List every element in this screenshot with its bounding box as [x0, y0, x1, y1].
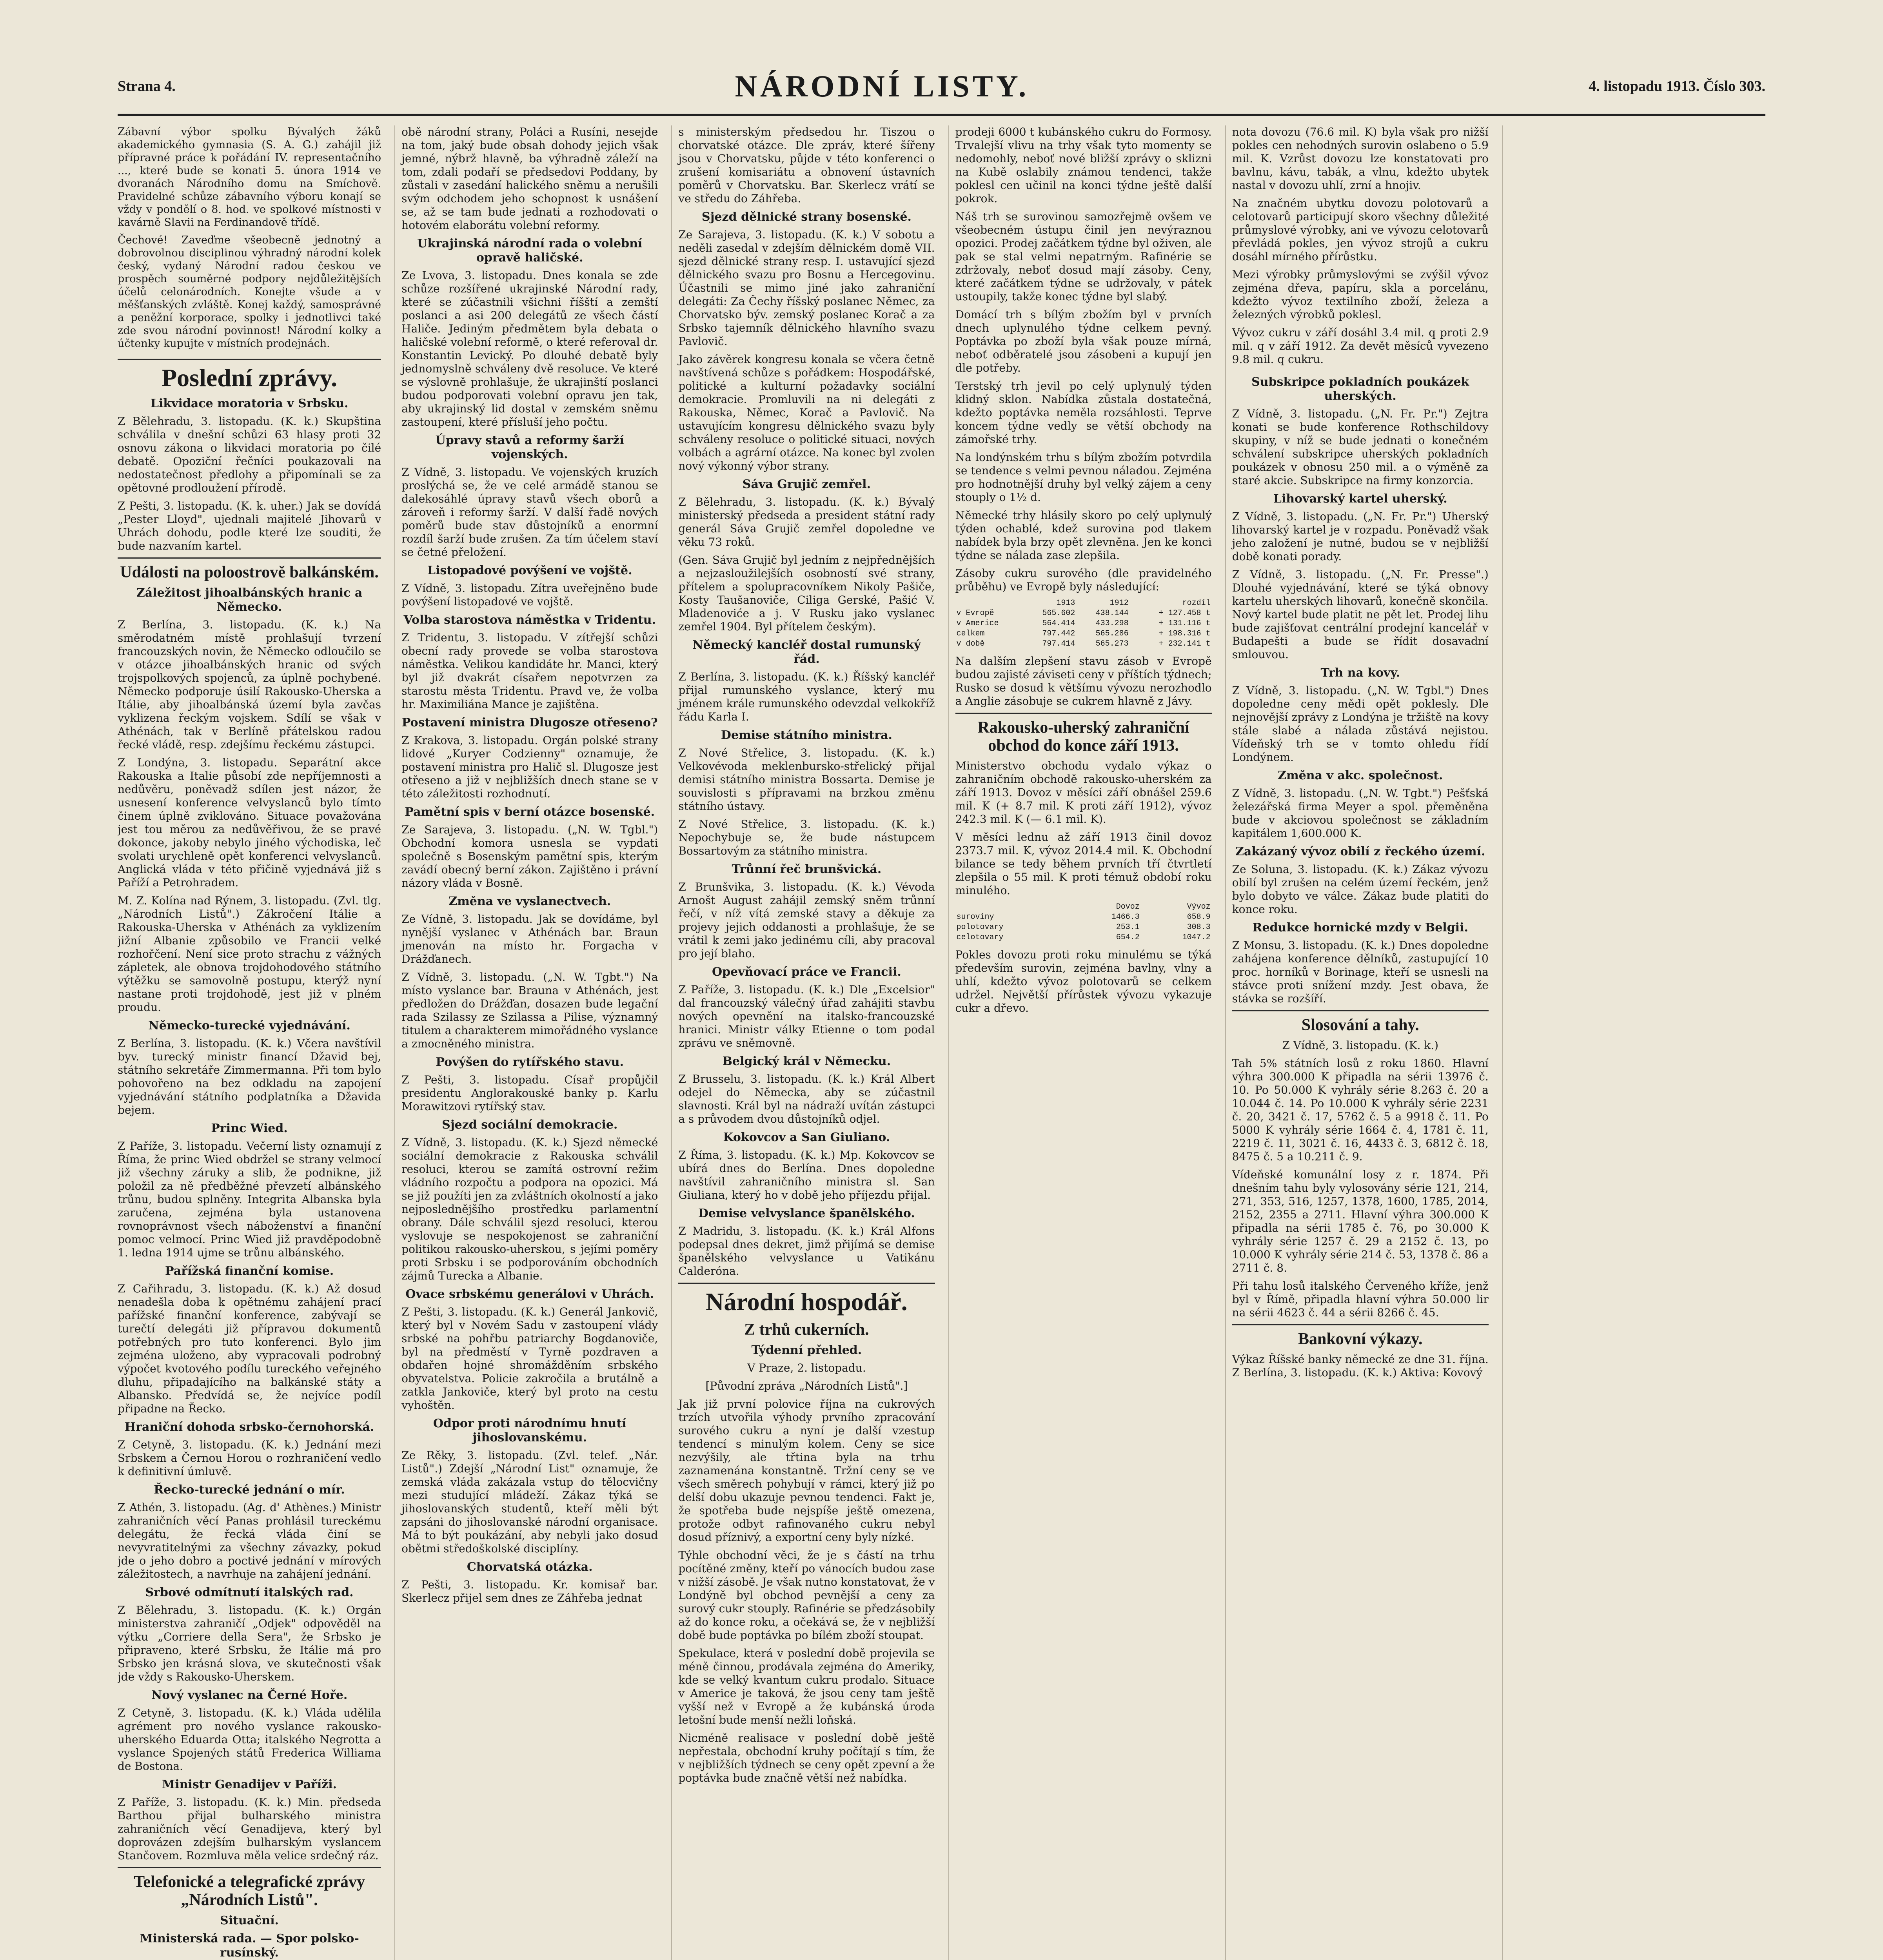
table-cell: 1466.3 — [1111, 913, 1140, 922]
article-title: Princ Wied. — [211, 1122, 288, 1135]
paragraph: Z Vídně, 3. listopadu. („N. Fr. Pr.") Zejtra konati se bude konference Rothschildovy skupiny, v níž se bude jednati o konečném schválení subskripce uherských pokladních poukázek v obnosu 250 mil. a o výměně za staré akcie. Subskripce na firmy konzorcia. — [1232, 407, 1489, 487]
section-rule — [118, 557, 381, 559]
paragraph: Z Vídně, 3. listopadu. („N. W. Tgbt.") Na místo vyslance bar. Brauna v Athénách, jest předložen do Drážďan, dosazen bude legační rada Szilassy ze Szilassa a Pilise, významný titulem a charakterem mimořádného vyslance a zmocněného ministra. — [401, 971, 658, 1050]
table-cell: 797.442 — [1042, 629, 1075, 638]
article-title: Postavení ministra Dlugosze otřeseno? — [401, 716, 658, 730]
article-title: Trůnní řeč brunšvická. — [732, 862, 882, 876]
section-title: Slosování a tahy. — [1301, 1016, 1419, 1034]
section-rule — [1232, 1010, 1489, 1011]
article-title: Demise státního ministra. — [721, 728, 892, 742]
table-header-cell: 1913 — [1056, 599, 1075, 608]
table-header-row — [955, 598, 1212, 608]
section-rule — [118, 359, 381, 360]
article-title: Kokovcov a San Giuliano. — [723, 1131, 890, 1144]
table-header-cell: Dovoz — [1116, 902, 1140, 911]
column-2 — [394, 125, 658, 1960]
article-title: Hraniční dohoda srbsko-černohorská. — [124, 1420, 374, 1434]
paragraph: s ministerským předsedou hr. Tiszou o chorvatské otázce. Dle zpráv, které šířeny jsou v Chorvatsku, půjde v této konferenci o zrušení komisariátu a obnovení ústavních poměrů v Chorvatsku. Bar. Skerlecz vrátí se ve středu do Záhřeba. — [678, 125, 935, 205]
article-title: Sáva Grujič zemřel. — [742, 477, 871, 491]
dateline: Z Vídně, 3. listopadu. (K. k.) — [1282, 1039, 1439, 1052]
section-title: Bankovní výkazy. — [1298, 1330, 1423, 1348]
paragraph: Z Vídně, 3. listopadu. Ve vojenských kruzích proslýchá se, že ve celé armádě stanou se dalekosáhlé úpravy stavů všech oborů a zároveň i reformy šarží. V další řadě nových poměrů bude stav důstojníků a enormní rozdíl šarží bude zrušen. Za tím účelem staví se četné přeložení. — [401, 466, 658, 559]
paragraph: Z Pešti, 3. listopadu. (K. k.) Generál Jankovič, který byl v Novém Sadu v zastoupení vlády srbské na pohřbu patriarchy Bogdanoviče, byl na předměstí v Tyrně pozdraven a obdařen hojné shromážděním srbského obyvatelstva. Policie zakročila a brutálně a zatkla Jankoviče, který byl proto na cestu vyhoštěn. — [401, 1305, 658, 1412]
article-title: Likvidace moratoria v Srbsku. — [150, 397, 349, 410]
table-cell: 308.3 — [1187, 923, 1211, 932]
article-title: Situační. — [220, 1914, 279, 1927]
paragraph: Z Athén, 3. listopadu. (Ag. d' Athènes.) Ministr zahraničních věcí Panas prohlásil tureckému delegátu, že řecká vláda činí se nevyvratitelnými za všechny závazky, pokud jde o jeho dobro a poctivé jednání v mírových záležitostech, a navrhuje na zahájení jednání. — [118, 1501, 381, 1581]
paragraph: obě národní strany, Poláci a Rusíni, nesejde na tom, jaký bude obsah dohody jejich však jemné, nýbrž hlavně, ba výhradně záleží na tom, zdali podaří se předsedovi Poddany, by zůstali v zasedání halického sněmu a nerušili svým odchodem jeho schopnost k usnášení se, až se tam bude jednati a rozhodovati o hotovém elaborátu volební reformy. — [401, 125, 658, 232]
column-4 — [948, 125, 1212, 1960]
paragraph: Zábavní výbor spolku Bývalých žáků akademického gymnasia (S. A. G.) zahájil již přípravné práce k pořádání IV. representačního ..., které bude se konati 5. února 1914 ve dvoranách Národního domu na Smíchově. Pravidelné schůze zábavního výboru konají se vždy v pondělí o 8. hod. ve spolkové místnosti v kavárně Slavii na Ferdinandově třídě. — [118, 126, 381, 229]
table-header-cell — [955, 598, 1023, 608]
paragraph: Z Vídně, 3. listopadu. („N. Fr. Presse".) Dlouhé vyjednávání, které se týká obnovy kartelu uherských lihovarů, konečně skončila. Nový kartel bude platit ne pět let. Prodej lihu bude zajišťovat centrální prodejní kancelář v Budapešti a bude se řídit dosavadní smlouvou. — [1232, 568, 1489, 661]
paragraph: Německé trhy hlásily skoro po celý uplynulý týden ochablé, kdež surovina pod tlakem nabídek byla brzy opět zlevněna. Jen ke konci týdne se nálada zase zlepšila. — [955, 509, 1212, 562]
paragraph: Z Vídně, 3. listopadu. (K. k.) Sjezd německé sociální demokracie z Rakouska schválil resoluci, kterou se zamítá ostrovní režim vládního rozpočtu a podpora na opozici. Má se již použíti jen za zvláštních okolností a jako nejposlednějšího prostředku parlamentní obrany. Dále schválil sjezd resoluci, kterou vyslovuje se nespokojenost se zahraniční politikou rakousko-uherskou, s jejími poměry proti Srbsku i se podporováním obchodních zájmů Turecka a Albanie. — [401, 1136, 658, 1282]
paragraph: Týhle obchodní věci, že je s částí na trhu pocítěné změny, kteří po vánocích budou zase v nižší zásobě. Je však nutno konstatovat, že v Londýně byl obchod pevnější a ceny za surový cukr stouply. Rafinérie se předzásobily až do konce roku, a očekává se, že v nejbližší době bude poptávka po bílém zboží stoupat. — [678, 1549, 935, 1642]
table-cell: 658.9 — [1187, 913, 1211, 922]
article-title: Zakázaný vývoz obilí z řeckého území. — [1235, 845, 1485, 858]
paragraph: Pokles dovozu proti roku minulému se týká především surovin, zejména bavlny, vlny a uhlí, kdežto vývoz polotovarů se celkem udržel. Největší přírůstek vývozu vykazuje cukr a dřevo. — [955, 948, 1212, 1014]
masthead — [118, 59, 1765, 116]
paragraph: Z Cetyně, 3. listopadu. (K. k.) Vláda udělila agrément pro nového vyslance rakousko-uherského Eduarda Otta; italského Negrotta a vyslance Spojených států Frederica Williama de Bostona. — [118, 1706, 381, 1773]
article-title: Řecko-turecké jednání o mír. — [154, 1483, 345, 1497]
paragraph: M. Z. Kolína nad Rýnem, 3. listopadu. (Zvl. tlg. „Národních Listů".) Zákročení Itálie a Rakouska-Uherska v Athénách za vyklizením jižní Albanie způsobilo ve Francii velké rozhořčení. Není sice proto strachu z vážných zápletek, ale obnova trojdohodového státního výtěžku se samovolně postupu, kterýž nyní nastane proti trojdohodě, jest již v plném proudu. — [118, 894, 381, 1014]
paragraph: Domácí trh s bílým zbožím byl v prvních dnech uplynulého týdne celkem pevný. Poptávka po zboží byla však pouze mírná, neboť odběratelé jsou zásobeni a kupují jen dle potřeby. — [955, 308, 1212, 374]
section-rule — [678, 1283, 935, 1284]
paragraph: Z Brusselu, 3. listopadu. (K. k.) Král Albert odejel do Německa, aby se zúčastnil slavnosti. Král byl na nádraží uvítán zástupci a s průvodem dvou důstojníků odjel. — [678, 1073, 935, 1125]
section-rule — [118, 1867, 381, 1868]
paragraph: Z Pešti, 3. listopadu. (K. k. uher.) Jak se dovídá „Pester Lloyd", ujednali majitelé Jihovarů v Uhrách dohodu, podle které lze souditi, že bude nazvaním kartel. — [118, 499, 381, 552]
article-title: Srbové odmítnutí italských rad. — [145, 1586, 354, 1599]
table-header-row — [955, 902, 1212, 912]
paragraph: Na dalším zlepšení stavu zásob v Evropě budou zajisté záviseti ceny v příštích týdnech; Rusko se dosud k většímu vývozu nerozhodlo a Anglie zásobuje se cukrem hlavně z Jávy. — [955, 655, 1212, 708]
paragraph: Z Paříže, 3. listopadu. (K. k.) Min. předseda Barthou přijal bulharského ministra zahraničních věcí Genadijeva, který byl doprovázen zdejším bulharským vyslancem Stančovem. Rozmluva měla velice srdečný ráz. — [118, 1796, 381, 1862]
paragraph: Zásoby cukru surového (dle pravidelného průběhu) ve Evropě byly následující: — [955, 567, 1212, 593]
article-title: Záležitost jihoalbánských hranic a Německo. — [136, 586, 363, 614]
paragraph: Náš trh se surovinou samozřejmě ovšem ve všeobecném ústupu činil jen nevýraznou opozici. Prodej začátkem týdne byl oživen, ale pak se stal velmi nepatrným. Rafinérie se zdržovaly, neboť dosud mají zásoby. Ceny, které začátkem týdne se udržovaly, v pátek ustoupily, takže konec týdne byl slabý. — [955, 210, 1212, 303]
paragraph: Z Berlína, 3. listopadu. (K. k.) Na směrodatném místě prohlašují tvrzení francouzských novin, že Německo odloučilo se v otázce jihoalbánských hranic od svých trojspolkových spojenců, za úplně pochybené. Německo podporuje úsilí Rakousko-Uherska a Itálie, aby jihoalbánská území byla zavčas vyklizena řeckým vojskem. Sdílí se však v Athénách, tak v Berlíně přátelskou radou řecké vládě, resp. zdejšímu řeckému zástupci. — [118, 618, 381, 751]
issue-date: 4. listopadu 1913. Číslo 303. — [1589, 78, 1765, 94]
section-rule — [1232, 1324, 1489, 1325]
table-cell: 565.286 — [1095, 629, 1129, 638]
table-cell: polotovary — [956, 923, 1004, 932]
section-title: Národní hospodář. — [706, 1288, 908, 1316]
column-6 — [1502, 125, 1765, 1960]
source-note: [Původní zpráva „Národních Listů".] — [705, 1379, 908, 1392]
table-cell: + 131.116 t — [1158, 619, 1211, 628]
paragraph: nota dovozu (76.6 mil. K) byla však pro nižší pokles cen nehodných surovin oslabeno o 5.9 mil. K. Vzrůst dovozu lze konstatovati pro bavlnu, kávu, tabák, a vlnu, kdežto ubytek nastal v dovozu uhlí, zrní a hnojiv. — [1232, 125, 1489, 192]
article-title: Německý kancléř dostal rumunský řád. — [692, 638, 921, 666]
table-row — [955, 619, 1212, 629]
article-title: Sjezd dělnické strany bosenské. — [701, 210, 912, 224]
article-title: Subskripce pokladních poukázek uherských. — [1251, 375, 1469, 403]
paragraph: Výkaz Říšské banky německé ze dne 31. října. Z Berlína, 3. listopadu. (K. k.) Aktiva: Kovový — [1232, 1353, 1489, 1379]
article-title: Trh na kovy. — [1320, 666, 1400, 680]
paragraph: Z Bělehradu, 3. listopadu. (K. k.) Bývalý ministerský předseda a president státní rady generál Sáva Grujič zemřel dopoledne ve věku 73 roků. — [678, 495, 935, 548]
table-header-cell: Vývoz — [1187, 902, 1211, 911]
article-title: Ovace srbskému generálovi v Uhrách. — [405, 1287, 654, 1301]
article-title: Úpravy stavů a reformy šarží vojenských. — [435, 434, 624, 461]
paragraph: Z Vídně, 3. listopadu. („N. W. Tgbl.") Dnes dopoledne ceny mědi opět poklesly. Dle nejnovější zprávy z Londýna je tržiště na kovy stále slabé a nálada zůstává nejistou. Vídeňský trh se v tomto ohledu řídí Londýnem. — [1232, 684, 1489, 764]
table-header-cell: 1912 — [1109, 599, 1129, 608]
paragraph: Při tahu losů italského Červeného kříže, jenž byl v Římě, připadla hlavní výhra 50.000 lir na sérii 4623 č. 44 a sérii 8266 č. 45. — [1232, 1279, 1489, 1319]
column-3 — [671, 125, 935, 1960]
article-title: Německo-turecké vyjednávání. — [148, 1019, 350, 1033]
paragraph: Z Bělehradu, 3. listopadu. (K. k.) Orgán ministerstva zahraničí „Odjek" odpověděl na výtku „Corriere della Sera", že Srbsko je připraveno, které Srbsku, že Itálie má pro Srbsko jen krásná slova, ve skutečnosti však jde vždy s Rakousko-Uherskem. — [118, 1604, 381, 1683]
paragraph: Ministerstvo obchodu vydalo výkaz o zahraničním obchodě rakousko-uherském za září 1913. Dovoz v měsíci září obnášel 259.6 mil. K (+ 8.7 mil. K proti září 1912), vývoz 242.3 mil. K (— 6.1 mil. K). — [955, 759, 1212, 826]
article-title: Lihovarský kartel uherský. — [1273, 492, 1447, 506]
article-title: Volba starostova náměstka v Tridentu. — [403, 613, 656, 627]
table-cell: + 127.458 t — [1158, 609, 1211, 618]
column-5 — [1225, 125, 1489, 1960]
trade-table — [955, 902, 1212, 943]
paragraph: Z Vídně, 3. listopadu. („N. Fr. Pr.") Uherský lihovarský kartel je v rozpadu. Poněvadž však jeho založení je nutné, budou se v nejbližší době konati porady. — [1232, 510, 1489, 563]
section-title: Telefonické a telegrafické zprávy „Národních Listů". — [134, 1873, 365, 1909]
article-title: Povýšen do rytířského stavu. — [436, 1055, 624, 1069]
table-row — [955, 608, 1212, 619]
paragraph: prodeji 6000 t kubánského cukru do Formosy. Trvalejší vlivu na trhy však tyto momenty se nedomohly, neboť nové bližší zprávy o sklizni na Kubě oslabily známou tendenci, takže poklesl cen učinil na konci týdne ještě další pokrok. — [955, 125, 1212, 205]
table-cell: 433.298 — [1095, 619, 1129, 628]
paragraph: Z Brunšvika, 3. listopadu. (K. k.) Vévoda Arnošt August zahájil zemský sněm trůnní řečí, v níž vítá zemské stavy a děkuje za projevy jejich oddanosti a prohlašuje, že se vrátil k zemi jako jedinému cíli, aby pracoval pro její blaho. — [678, 880, 935, 960]
paragraph: V měsíci lednu až září 1913 činil dovoz 2373.7 mil. K, vývoz 2014.4 mil. K. Obchodní bilance se tedy během prvních tří čtvrtletí zlepšila o 55 mil. K proti témuž období roku minulého. — [955, 831, 1212, 897]
table-cell: 797.414 — [1042, 639, 1075, 648]
table-row — [955, 922, 1212, 933]
paragraph: Vývoz cukru v září dosáhl 3.4 mil. q proti 2.9 mil. q v září 1912. Za devět měsíců vyvezeno 9.8 mil. q cukru. — [1232, 326, 1489, 366]
table-header-cell: rozdíl — [1182, 599, 1211, 608]
article-title: Chorvatská otázka. — [467, 1560, 593, 1574]
table-cell: v Evropě — [956, 609, 994, 618]
table-cell: v Americe — [956, 619, 999, 628]
article-title: Listopadové povýšení ve vojště. — [427, 564, 632, 577]
article-title: Opevňovací práce ve Francii. — [712, 965, 901, 979]
paragraph: Z Pešti, 3. listopadu. Císař propůjčil presidentu Anglorakouské banky p. Karlu Morawitzovi rytířský stav. — [401, 1073, 658, 1113]
table-row — [955, 629, 1212, 639]
paragraph: Z Bělehradu, 3. listopadu. (K. k.) Skupština schválila v dnešní schůzi 63 hlasy proti 32 osnovu zákona o likvidaci moratoria po čilé debatě. Opoziční řečníci poukazovali na nedostatečnost předlohy a připomínali se za opětovné prodloužení přírodě. — [118, 415, 381, 494]
paragraph: Z Paříže, 3. listopadu. Večerní listy oznamují z Říma, že princ Wied obdržel se strany velmocí již všechny záruky a slib, že podnikne, již položil za ně předběžné převzetí albánského trůnu, budou splněny. Integrita Albanska byla zaručena, zejména byla ustanovena rovnoprávnost všech náboženství a finanční pomoc velmocí. Princ Wied již pravděpodobně 1. ledna 1914 ujme se trůnu albánského. — [118, 1140, 381, 1259]
article-title: Pamětní spis v berní otázce bosenské. — [405, 805, 655, 819]
paragraph: Čechové! Zaveďme všeobecně jednotný a dobrovolnou disciplinou výhradný národní kolek český, vydaný Národní radou českou ve prospěch souměrné podpory nejdůležitějších účelů celonárodních. Konejte všude a v měšťanských zvláště. Konej každý, samosprávné a peněžní korporace, spolky i jednotlivci také zde svou národní povinnost! Národní kolky a účtenky kupujte v místních prodejnách. — [118, 234, 381, 350]
page-number: Strana 4. — [118, 78, 176, 94]
article-title: Ukrajinská národní rada o volební opravě haličské. — [417, 237, 643, 265]
table-cell: suroviny — [956, 913, 994, 922]
table-cell: 565.602 — [1042, 609, 1075, 618]
paragraph: Z Berlína, 3. listopadu. (K. k.) Říšský kancléř přijal rumunského vyslance, který mu jménem krále rumunského odevzdal velkokříž řádu Karla I. — [678, 670, 935, 723]
table-cell: 565.273 — [1095, 639, 1129, 648]
paragraph: Z Pešti, 3. listopadu. Kr. komisař bar. Skerlecz přijel sem dnes ze Záhřeba jednat — [401, 1578, 658, 1604]
table-cell: 654.2 — [1116, 933, 1140, 942]
paragraph: Ze Soluna, 3. listopadu. (K. k.) Zákaz vývozu obilí byl zrušen na celém území řeckém, jenž bylo dobyto ve válce. Zákaz bude platiti do konce roku. — [1232, 863, 1489, 916]
paragraph: Z Cařihradu, 3. listopadu. (K. k.) Až dosud nenadešla doba k opětnému zahájení prací pařížské finanční konference, zabývají se turečtí delegáti již přípravou dokumentů potřebných pro tuto konferenci. Bylo jim zejména uloženo, aby vypracovali podrobný výpočet kvotového podílu tureckého veřejného dluhu, připadajícího na balkánské státy a Albansko. Předvídá se, že nejvíce podíl připadne na Řecko. — [118, 1282, 381, 1415]
table-cell: celotovary — [956, 933, 1004, 942]
article-title: Demise velvyslance španělského. — [698, 1207, 915, 1220]
paragraph: Z Berlína, 3. listopadu. (K. k.) Včera navštívil byv. turecký ministr financí Džavid bej, státního sekretáře Zimmermanna. Při tom bylo pohovořeno na bez odkladu na zapojení vyjednávání státního podplatníka a Džavida bejem. — [118, 1037, 381, 1116]
section-title: Události na poloostrově balkánském. — [120, 563, 379, 581]
paragraph: Z Krakova, 3. listopadu. Orgán polské strany lidové „Kuryer Codzienny" oznamuje, že postavení ministra pro Halič sl. Dlugosze jest otřeseno a již v nejbližších dnech stane se v této záležitosti rozhodnutí. — [401, 734, 658, 800]
paragraph: Nicméně realisace v poslední době ještě nepřestala, obchodní kruhy počítají s tím, že v nejbližších týdnech se ceny opět zpevní a že poptávka bude značně větší než nabídka. — [678, 1731, 935, 1784]
paragraph: Z Madridu, 3. listopadu. (K. k.) Král Alfons podepsal dnes dekret, jimž přijímá se demise španělského velvyslance u Vatikánu Calderóna. — [678, 1225, 935, 1278]
table-row — [955, 639, 1212, 649]
paragraph: Z Cetyně, 3. listopadu. (K. k.) Jednání mezi Srbskem a Černou Horou o rozhraničení vedlo k definitivní úmluvě. — [118, 1438, 381, 1478]
paragraph: Spekulace, která v poslední době projevila se méně činnou, prodávala zejména do Ameriky, kde se velký kvantum cukru prodalo. Situace v Americe je taková, že jsou ceny tam ještě vyšší než v Evropě a že kubánská úroda letošní bude menší nežli loňská. — [678, 1647, 935, 1726]
paragraph: Na značném ubytku dovozu polotovarů a celotovarů participují skoro všechny důležité průmyslové výrobky, ani ve vývozu celotovarů převládá pokles, jen vývoz strojů a cukru dosáhl mírného přírůstku. — [1232, 197, 1489, 263]
paragraph: Tah 5% státních losů z roku 1860. Hlavní výhra 300.000 K připadla na sérii 13976 č. 10. Po 50.000 K vyhrály série 8.263 č. 20 a 10.044 č. 14. Po 10.000 K vyhrály série 2231 č. 20, 3421 č. 17, 5762 č. 5 a 9918 č. 11. Po 5000 K vyhrály série 1664 č. 4, 1781 č. 11, 2219 č. 11, 3021 č. 16, 4433 č. 3, 6812 č. 18, 8475 č. 5 a 10.211 č. 9. — [1232, 1057, 1489, 1163]
article-title: Rakousko-uherský zahraniční obchod do konce září 1913. — [977, 719, 1189, 755]
article-title: Ministr Genadijev v Paříži. — [162, 1778, 337, 1791]
table-cell: + 232.141 t — [1158, 639, 1211, 648]
sugar-stocks-table — [955, 598, 1212, 649]
paragraph: Ze Lvova, 3. listopadu. Dnes konala se zde schůze rozšířené ukrajinské Národní rady, které se zúčastnili všichni říšští a zemští poslanci a asi 200 delegátů ze všech částí Haliče. Jediným předmětem byla debata o haličské volební reformě, o které referoval dr. Konstantin Levický. Po dlouhé debatě byly jednomyslně schváleny dvě resoluce. Ve které se výslovně prohlašuje, že ukrajinští poslanci budou podporovati volební opravu jen tak, aby ukrajinský lid dostal v zemském sněmu zastoupení, které přísluší jeho počtu. — [401, 269, 658, 428]
dateline: V Praze, 2. listopadu. — [747, 1361, 866, 1374]
article-title: Z trhů cukerních. — [744, 1321, 869, 1339]
paragraph: Z Monsu, 3. listopadu. (K. k.) Dnes dopoledne zahájena konference dělníků, zastupující 10 proc. horníků v Borinage, kteří se usnesli na stávce proti snížení mzdy. Jest obava, že stávka se rozšíří. — [1232, 939, 1489, 1005]
table-cell: 1047.2 — [1182, 933, 1211, 942]
paragraph: Mezi výrobky průmyslovými se zvýšil vývoz zejména dřeva, papíru, skla a porcelánu, kdežto vývoz textilního zboží, železa a železných výrobků poklesl. — [1232, 268, 1489, 321]
paragraph: Z Paříže, 3. listopadu. (K. k.) Dle „Excelsior" dal francouzský válečný úřad zahájiti stavbu nových opevnění na italsko-francouzské hranici. Ministr války Etienne o tom podal zprávu ve sněmovně. — [678, 983, 935, 1049]
table-cell: 253.1 — [1116, 923, 1140, 932]
table-cell: 564.414 — [1042, 619, 1075, 628]
article-title: Pařížská finanční komise. — [165, 1264, 334, 1278]
paragraph: Z Říma, 3. listopadu. (K. k.) Mp. Kokovcov se ubírá dnes do Berlína. Dnes dopoledne navštívil zahraničního ministra sl. San Giuliana, který ho v době jeho příjezdu přijal. — [678, 1149, 935, 1201]
paragraph: Z Londýna, 3. listopadu. Separátní akce Rakouska a Italie působí zde nepříjemnosti a nedůvěru, poněvadž sdílen jest názor, že usnesení konference velvyslanců bylo tímto činem úplně zviklováno. Situace považována jest tou měrou za nedůvěřivou, že se pravé dokonce, jakoby nebylo jiného východiska, leč svolati urychleně opět konferenci velvyslanců. Anglická vláda v této přičině vyjednává již s Paříží a Petrohradem. — [118, 756, 381, 889]
newspaper-title: NÁRODNÍ LISTY. — [735, 69, 1030, 103]
table-row — [955, 912, 1212, 922]
paragraph: Ze Vídně, 3. listopadu. Jak se dovídáme, byl nynější vyslanec v Athénách bar. Braun jmenován na místo hr. Forgacha v Drážďanech. — [401, 913, 658, 965]
section-title: Poslední zprávy. — [162, 364, 338, 392]
article-title: Belgický král v Německu. — [722, 1054, 891, 1068]
article-title: Nový vyslanec na Černé Hoře. — [151, 1688, 348, 1702]
paragraph: Jako závěrek kongresu konala se včera četně navštívená schůze s pořádkem: Hospodářské, politické a kulturní požadavky sociální demokracie. Promluvili na ni delegáti z Rakouska, Němec, Korač a Pavlovič. Na ustavujícím kongresu dělnického svazu byly schváleny resoluce o politické situaci, nových volbách a agrární otázce. Na konec byl zvolen nový výkonný výbor strany. — [678, 353, 935, 472]
paragraph: Z Tridentu, 3. listopadu. V zítřejší schůzi obecní rady provede se volba starostova náměstka. Velikou kandidáte hr. Manci, který byl již dvakrát císařem nepotvrzen za starostu města Tridentu. Pravd ve, že volba hr. Maximiliána Mance je zajištěna. — [401, 631, 658, 711]
paragraph: Terstský trh jevil po celý uplynulý týden klidný sklon. Nabídka zůstala dostatečná, kdežto poptávka neměla rozsáhlosti. Teprve koncem týdne vedly se větší obchody na zámořské trhy. — [955, 379, 1212, 446]
table-cell: v době — [956, 639, 985, 648]
section-rule — [955, 713, 1212, 714]
article-title: Sjezd sociální demokracie. — [442, 1118, 618, 1132]
article-subtitle: Týdenní přehled. — [751, 1343, 862, 1357]
table-header-cell — [955, 902, 1070, 912]
column-1 — [118, 125, 381, 1960]
paragraph: Z Vídně, 3. listopadu. („N. W. Tgbt.") Pešťská železářská firma Meyer a spol. přeměněna bude v akciovou společnost se základním kapitálem 1,600.000 K. — [1232, 787, 1489, 840]
columns — [118, 125, 1765, 1960]
paragraph: Ze Sarajeva, 3. listopadu. (K. k.) V sobotu a neděli zasedal v zdejším dělnickém domě VII. sjezd dělnické strany resp. I. ustavující sjezd dělnického svazu pro Bosnu a Hercegovinu. Účastnili se mimo jiné jako zahraniční delegáti: Za Čechy říšský poslanec Němec, za Chorvatsko býv. zemský poslanec Korač a za Srbsko tajemník dělnického hlavního svazu Pavlovič. — [678, 228, 935, 348]
paragraph: Z Nové Střelice, 3. listopadu. (K. k.) Velkovévoda meklenbursko-střelický přijal demisi státního ministra Bossarta. Demise je souvislosti s přípravami na brzkou změnu státního ústavy. — [678, 746, 935, 813]
paragraph: Z Nové Střelice, 3. listopadu. (K. k.) Nepochybuje se, že bude nástupcem Bossartovým za státního ministra. — [678, 818, 935, 857]
paragraph: Vídeňské komunální losy z r. 1874. Při dnešním tahu byly vylosovány série 121, 214, 271, 353, 516, 1257, 1378, 1600, 1785, 2014, 2152, 2355 a 2711. Hlavní výhra 300.000 K připadla na sérii 1785 č. 76, po 30.000 K vyhrály série 1257 č. 29 a 2152 č. 13, po 10.000 K vyhrály série 214 č. 53, 1378 č. 86 a 2711 č. 8. — [1232, 1168, 1489, 1274]
table-cell: 438.144 — [1095, 609, 1129, 618]
article-title: Změna ve vyslanectvech. — [449, 895, 611, 908]
article-title: Odpor proti národnímu hnutí jihoslovanskému. — [433, 1417, 626, 1445]
paragraph: (Gen. Sáva Grujič byl jedním z nejpřednějších a nejzasloužilejších osobností své strany, přítelem a spolupracovníkem Nikoly Pašiče, Kosty Taušanoviče, Ciliga Gerské, Pašić V. Mladenoviće a j. V Rusku jako vyslanec zemřel 1904. Byl přítelem českým). — [678, 554, 935, 633]
article-title: Ministerská rada. — Spor polsko-rusínský. — [140, 1932, 359, 1960]
paragraph: Z Vídně, 3. listopadu. Zítra uveřejněno bude povýšení listopadové ve vojště. — [401, 582, 658, 608]
paragraph: Ze Sarajeva, 3. listopadu. („N. W. Tgbl.") Obchodní komora usnesla se vypdati společně s Bosenským pamětní spis, kterým zavádí obecný berní zákon. Zajištěno i právní názory vláda v Bosně. — [401, 823, 658, 889]
article-title: Redukce hornické mzdy v Belgii. — [1252, 921, 1468, 935]
article-title: Změna v akc. společnost. — [1278, 769, 1443, 782]
table-cell: celkem — [956, 629, 985, 638]
paragraph: Ze Rěky, 3. listopadu. (Zvl. telef. „Nár. Listů".) Zdejší „Národní List" oznamuje, že zemská vláda zakázala vstup do tělocvičny mezi studující mládeží. Zákaz týká se jihoslovanských studentů, kteří měli být zapsáni do jihoslovanské národní organisace. Má to být poukázání, aby nebyli jako dosud obětmi středoškolské disciplíny. — [401, 1449, 658, 1555]
paragraph: Na londýnském trhu s bílým zbožím potvrdila se tendence s velmi pevnou náladou. Zejména pro hodnotnější druhy byl velký zájem a ceny stouply o 1½ d. — [955, 451, 1212, 504]
table-cell: + 198.316 t — [1158, 629, 1211, 638]
paragraph: Jak již první polovice října na cukrových trzích utvořila výhody prvního zpracování surového cukru a nyní je další vzestup tendencí s minulým kolem. Ceny se sice nezvýšily, ale třtina byla na trhu zaznamenána konstantně. Tržní ceny se ve všech směrech pohybují v rámci, který již po delší dobu ukazuje pevnou tendenci. Fakt je, že spotřeba bude nejspíše ještě omezena, protože odbyt rafinovaného cukru nebyl dosud příznivý, a exportní ceny byly nízké. — [678, 1397, 935, 1544]
table-row — [955, 933, 1212, 943]
